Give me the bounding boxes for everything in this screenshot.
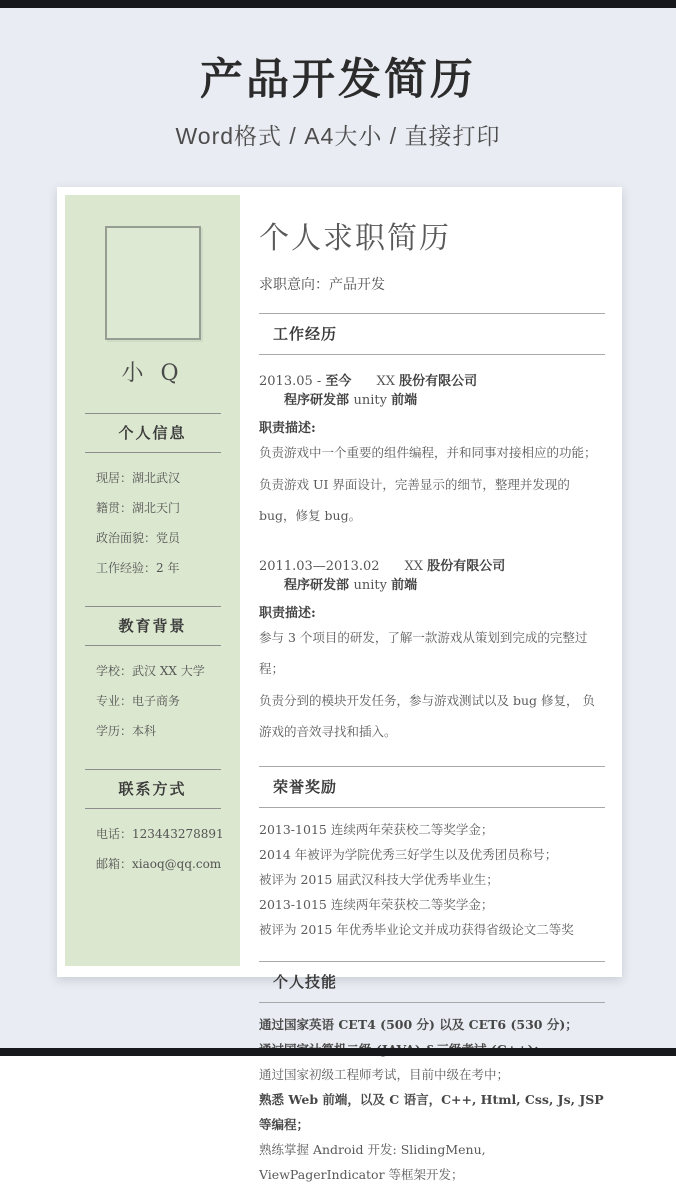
entry-headline [259, 370, 605, 408]
info-label: 工作经验： [96, 561, 157, 575]
skills-list [259, 1012, 605, 1187]
sidebar-section-title: 联系方式 [118, 781, 187, 798]
info-label: 学历： [96, 724, 133, 738]
top-edge-bar [0, 0, 676, 8]
skill-item: 熟悉 Web 前端，以及 C 语言，C++, Html, Css, Js, JSP 等编程； [259, 1092, 604, 1132]
info-value: 本科 [132, 724, 157, 738]
duty-line: 负责游戏中一个重要的组件编程，并和同事对接相应的功能； [259, 445, 597, 460]
honor-item: 2013-1015 连续两年荣获校二等奖学金； [259, 822, 494, 837]
entry-role: 程序研发部 unity 前端 [284, 578, 418, 593]
info-label: 邮箱： [96, 857, 133, 871]
entry-period: 2011.03—2013.02 [259, 559, 380, 574]
info-item [96, 716, 234, 746]
skill-item: 通过国家英语 CET4 (500 分) 以及 CET6 (530 分)； [259, 1017, 578, 1032]
job-intent: 求职意向：产品开发 [259, 277, 385, 293]
entry-period: 2013.05 - 至今 [259, 374, 352, 389]
section-header-skills: 个人技能 [259, 961, 605, 1003]
honors-list [259, 817, 605, 942]
honor-item: 2013-1015 连续两年荣获校二等奖学金； [259, 897, 494, 912]
info-value: 湖北武汉 [132, 471, 181, 485]
duty-line: 负责分到的模块开发任务，参与游戏测试以及 bug 修复， 负游戏的音效寻找和插入。 [259, 693, 595, 739]
skill-item: 熟练掌握 Android 开发: SlidingMenu, ViewPagerIndicator 等框架开发； [259, 1142, 486, 1182]
sidebar-section-items [65, 809, 240, 881]
duty-line: 负责游戏 UI 界面设计，完善显示的细节，整理并发现的 bug，修复 bug。 [259, 477, 570, 523]
info-item [96, 553, 234, 583]
section-header-honors: 荣誉奖励 [259, 766, 605, 808]
banner [0, 56, 676, 151]
info-label: 籍贯： [96, 501, 133, 515]
resume-card [57, 187, 622, 1182]
sidebar-section-title: 个人信息 [118, 425, 187, 442]
sidebar-section-contact [65, 769, 240, 881]
info-item [96, 686, 234, 716]
info-label: 学校： [96, 664, 133, 678]
photo-placeholder [105, 226, 201, 340]
info-label: 电话： [96, 827, 133, 841]
info-value: 电子商务 [132, 694, 181, 708]
entry-headline [259, 555, 605, 593]
resume-title: 个人求职简历 [259, 221, 451, 256]
sidebar-section-title: 教育背景 [118, 618, 187, 635]
honor-item: 被评为 2015 届武汉科技大学优秀毕业生； [259, 872, 499, 887]
info-label: 专业： [96, 694, 133, 708]
candidate-name: 小 Q [121, 361, 184, 386]
skill-item: 通过国家初级工程师考试，目前中级在考中； [259, 1067, 510, 1082]
sidebar-section-items [65, 453, 240, 585]
email-item [96, 849, 234, 879]
phone-item [96, 819, 234, 849]
info-value: 2 年 [156, 561, 180, 575]
experience-entry [259, 555, 605, 747]
resume-main [259, 187, 605, 1187]
honor-item: 被评为 2015 年优秀毕业论文并成功获得省级论文二等奖 [259, 922, 574, 937]
duty-label: 职责描述: [259, 421, 316, 436]
section-header-work: 工作经历 [259, 313, 605, 355]
page-subtitle: Word格式 / A4大小 / 直接打印 [175, 123, 501, 150]
info-item [96, 523, 234, 553]
info-item [96, 493, 234, 523]
info-value: 党员 [156, 531, 181, 545]
sidebar-section-personal-info [65, 413, 240, 585]
experience-entry [259, 370, 605, 531]
bottom-edge-bar [0, 1048, 676, 1056]
info-label: 政治面貌： [96, 531, 157, 545]
resume-sidebar [65, 195, 240, 966]
info-value: 武汉 XX 大学 [132, 664, 205, 678]
entry-role: 程序研发部 unity 前端 [284, 393, 418, 408]
info-item [96, 463, 234, 493]
sidebar-section-education [65, 606, 240, 748]
sidebar-section-items [65, 646, 240, 748]
phone-value: 123443278891 [132, 827, 224, 841]
entry-company: XX 股份有限公司 [404, 559, 506, 574]
info-label: 现居： [96, 471, 133, 485]
entry-company: XX 股份有限公司 [376, 374, 478, 389]
email-value: xiaoq@qq.com [132, 857, 222, 871]
info-item [96, 656, 234, 686]
duty-label: 职责描述: [259, 606, 316, 621]
duty-line: 参与 3 个项目的研发，了解一款游戏从策划到完成的完整过程； [259, 630, 588, 676]
info-value: 湖北天门 [132, 501, 181, 515]
page-title: 产品开发简历 [200, 56, 476, 104]
honor-item: 2014 年被评为学院优秀三好学生以及优秀团员称号； [259, 847, 558, 862]
